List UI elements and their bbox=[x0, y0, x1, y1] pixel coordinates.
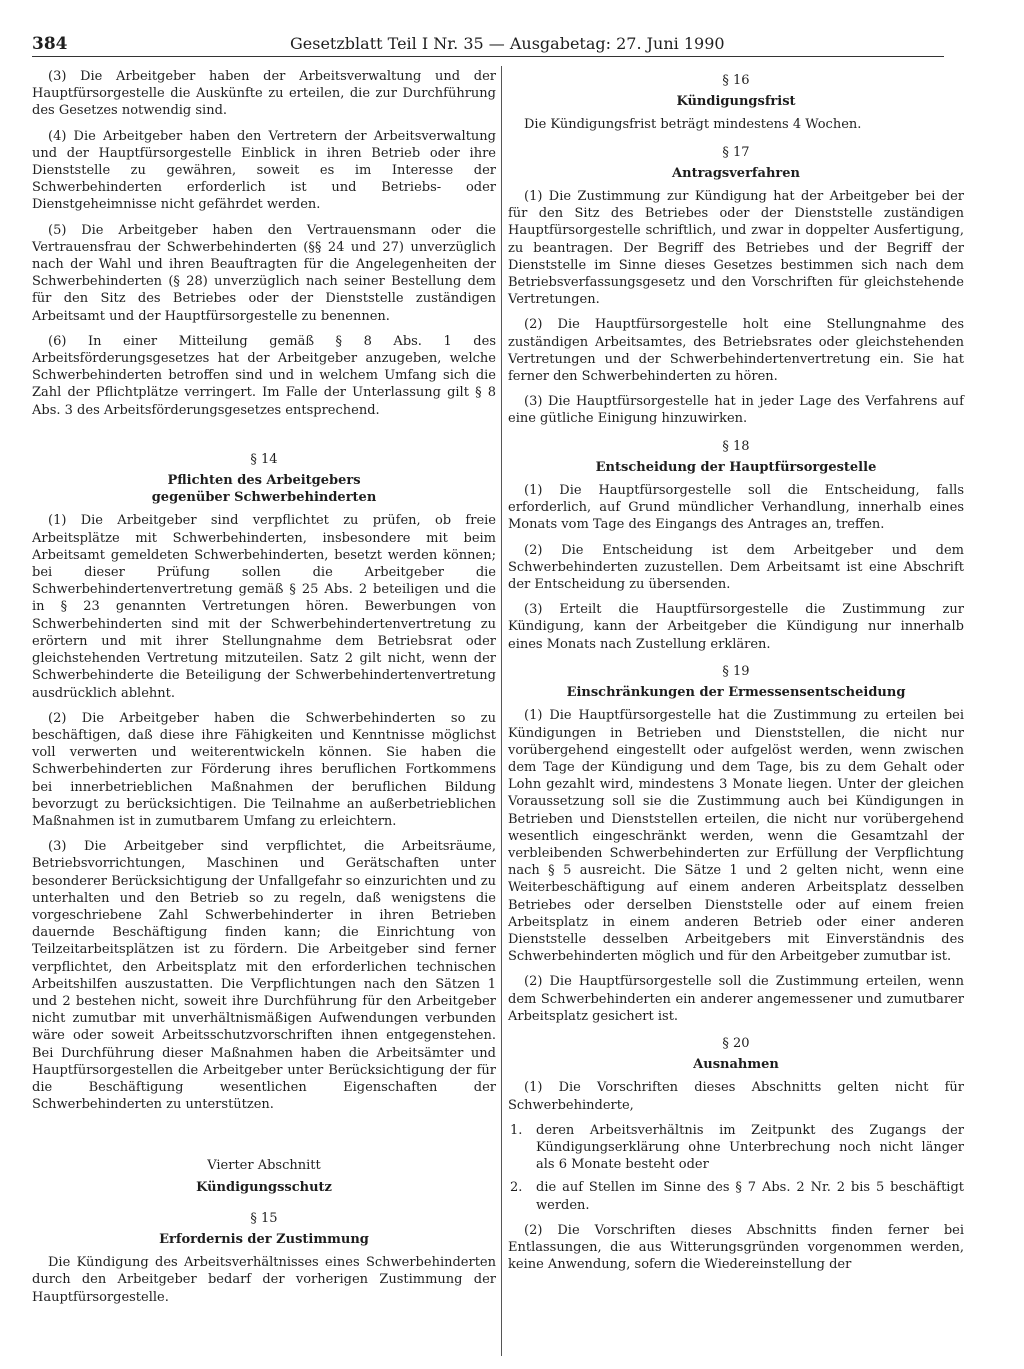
section-number: § 14 bbox=[250, 451, 278, 467]
paragraph: (1) Die Vorschriften dieses Abschnitts gelten nicht für Schwerbehinderte, bbox=[508, 1080, 964, 1113]
paragraph: (3) Die Arbeitgeber sind verpflichtet, die Arbeitsräume, Betriebsvorrichtungen, Maschinen und Gerätschaften unter besonderer Berücksichtigung der Unfallgefahr so einzurichten und zu unterhalten und den Betrieb so zu regeln, daß wenigstens die vorgeschriebene Zahl Schwerbehinderter in ihren Betrieben dauernde Beschäftigung finden kann; die Einrichtung von Teilzeitarbeitsplätzen ist zu fördern. Die Arbeitgeber sind ferner verpflichtet, den Arbeitsplatz mit den erforderlichen technischen Arbeitshilfen auszustatten. Die Verpflichtungen nach den Sätzen 1 und 2 bestehen nicht, soweit ihre Durchführung für den Arbeitgeber nicht zumutbar mit unverhältnismäßigen Aufwendungen verbunden wäre oder soweit Arbeitsschutzvorschriften ihnen entgegenstehen. Bei Durchführung dieser Maßnahmen haben die Arbeitsämter und Hauptfürsorgestellen die Arbeitgeber unter Berücksichtigung der für die Beschäftigung wesentlichen Eigenschaften der Schwerbehinderten zu unterstützen. bbox=[32, 839, 496, 1113]
section-title: Entscheidung der Hauptfürsorgestelle bbox=[595, 459, 877, 475]
paragraph: (3) Die Hauptfürsorgestelle hat in jeder Lage des Verfahrens auf eine gütliche Einigung hinzuwirken. bbox=[508, 394, 964, 427]
paragraph: (3) Erteilt die Hauptfürsorgestelle die Zustimmung zur Kündigung, kann der Arbeitgeber die Kündigung nur innerhalb eines Monats nach Zustellung erklären. bbox=[508, 602, 964, 652]
section-title: Erfordernis der Zustimmung bbox=[159, 1231, 369, 1247]
list-item bbox=[508, 1179, 964, 1213]
section-number: § 19 bbox=[722, 663, 750, 679]
paragraph: (1) Die Hauptfürsorgestelle hat die Zustimmung zu erteilen bei Kündigungen in Betrieben und Dienststellen, die nicht nur vorübergehend eingestellt oder aufgelöst werden, wenn zwischen dem Tage der Kündigung und dem Tage, bis zu dem Gehalt oder Lohn gezahlt wird, mindestens 3 Monate liegen. Unter der gleichen Voraussetzung soll sie die Zustimmung auch bei Kündigungen in Betrieben und Dienststellen erteilen, die nicht nur vorübergehend wesentlich eingeschränkt werden, wenn die Gesamtzahl der verbleibenden Schwerbehinderten zur Erfüllung der Verpflichtung nach § 5 ausreicht. Die Sätze 1 und 2 gelten nicht, wenn eine Weiterbeschäftigung auf einem anderen Arbeitsplatz desselben Betriebes oder derselben Dienststelle oder auf einem freien Arbeitsplatz in einem anderen Betrieb oder einer anderen Dienststelle desselben Arbeitgebers mit Einverständnis des Schwerbehinderten möglich und für den Arbeitgeber zumutbar ist. bbox=[508, 708, 964, 965]
section-title: Antragsverfahren bbox=[672, 165, 800, 181]
section-number: § 17 bbox=[722, 144, 750, 160]
list-item-text: die auf Stellen im Sinne des § 7 Abs. 2 Nr. 2 bis 5 beschäftigt werden. bbox=[536, 1180, 964, 1213]
section-number: § 16 bbox=[722, 73, 750, 88]
paragraph: Die Kündigungsfrist beträgt mindestens 4 Wochen. bbox=[524, 117, 862, 133]
section-title: Kündigungsfrist bbox=[676, 94, 796, 110]
running-title: Gesetzblatt Teil I Nr. 35 — Ausgabetag: 27. Juni 1990 bbox=[290, 34, 725, 53]
page-number: 384 bbox=[32, 34, 68, 54]
section-number: § 15 bbox=[250, 1210, 278, 1226]
section-title: Ausnahmen bbox=[693, 1057, 779, 1073]
paragraph: (6) In einer Mitteilung gemäß § 8 Abs. 1 des Arbeitsförderungsgesetzes hat der Arbeitgeber anzugeben, welche Schwerbehinderten betroffen sind und in welchem Umfang sich die Zahl der Pflichtplätze verringert. Im Falle der Unterlassung gilt § 8 Abs. 3 des Arbeitsförderungsgesetzes entsprechend. bbox=[32, 333, 496, 418]
list-item-number: 2. bbox=[510, 1180, 523, 1196]
list-item bbox=[508, 1122, 964, 1174]
section-number: § 20 bbox=[722, 1035, 750, 1051]
right-column bbox=[508, 72, 964, 1281]
section-title: Einschränkungen der Ermessensentscheidung bbox=[566, 685, 906, 701]
paragraph: (1) Die Arbeitgeber sind verpflichtet zu prüfen, ob freie Arbeitsplätze mit Schwerbehinderten, insbesondere mit beim Arbeitsamt gemeldeten Schwerbehinderten, besetzt werden können; bei dieser Prüfung sollen die Arbeitgeber die Schwerbehindertenvertretung gemäß § 25 Abs. 2 beteiligen und die in § 23 genannten Vertretungen hören. Bewerbungen von Schwerbehinderten sind mit der Schwerbehindertenvertretung zu erörtern und mit ihrer Stellungnahme dem Betriebsrat oder gleichstehenden Vertretung mitzuteilen. Satz 2 gilt nicht, wenn der Schwerbehinderte die Beteiligung der Schwerbehindertenvertretung ausdrücklich ablehnt. bbox=[32, 513, 496, 701]
paragraph: (2) Die Vorschriften dieses Abschnitts finden ferner bei Entlassungen, die aus Witterungsgründen vorgenommen werden, keine Anwendung, sofern die Wiedereinstellung der bbox=[508, 1222, 964, 1273]
paragraph: (5) Die Arbeitgeber haben den Vertrauensmann oder die Vertrauensfrau der Schwerbehinderten (§§ 24 und 27) unverzüglich nach der Wahl und ihren Beauftragten für die Angelegenheiten der Schwerbehinderten (§ 28) unverzüglich nach seiner Bestellung dem für den Sitz des Betriebes oder der Dienststelle zuständigen Arbeitsamt und der Hauptfürsorgestelle zu benennen. bbox=[32, 222, 496, 324]
list-item-text: deren Arbeitsverhältnis im Zeitpunkt des Zugangs der Kündigungserklärung ohne Unterbrechung noch nicht länger als 6 Monate besteht oder bbox=[536, 1122, 964, 1173]
page-header bbox=[32, 30, 944, 57]
section-title: Pflichten des Arbeitgebers gegenüber Schwerbehinderten bbox=[151, 473, 377, 506]
column-divider bbox=[501, 66, 502, 1356]
paragraph: (1) Die Zustimmung zur Kündigung hat der Arbeitgeber bei der für den Sitz des Betriebes oder der Dienststelle zuständigen Hauptfürsorgestelle schriftlich, und zwar in doppelter Ausfertigung, zu beantragen. Der Begriff des Betriebes und der Begriff der Dienststelle im Sinne dieses Gesetzes bestimmen sich nach dem Betriebsverfassungsgesetz und den Vorschriften für gleichstehende Vertretungen. bbox=[508, 189, 964, 308]
paragraph: Die Kündigung des Arbeitsverhältnisses eines Schwerbehinderten durch den Arbeitgeber bedarf der vorherigen Zustimmung der Hauptfürsorgestelle. bbox=[32, 1255, 496, 1305]
part-title: Kündigungsschutz bbox=[196, 1179, 332, 1195]
numbered-list bbox=[508, 1122, 964, 1214]
paragraph: (2) Die Hauptfürsorgestelle soll die Zustimmung erteilen, wenn dem Schwerbehinderten ein anderer angemessener und zumutbarer Arbeitsplatz gesichert ist. bbox=[508, 974, 964, 1024]
paragraph: (2) Die Entscheidung ist dem Arbeitgeber und dem Schwerbehinderten zuzustellen. Dem Arbeitsamt ist eine Abschrift der Entscheidung zu übersenden. bbox=[508, 542, 964, 593]
paragraph: (4) Die Arbeitgeber haben den Vertretern der Arbeitsverwaltung und der Hauptfürsorgestelle Einblick in ihren Betrieb oder ihre Dienststelle zu gewähren, soweit es im Interesse der Schwerbehinderten erforderlich ist und Betriebs- oder Dienstgeheimnisse nicht gefährdet werden. bbox=[32, 128, 496, 213]
section-number: § 18 bbox=[722, 438, 750, 454]
paragraph: (2) Die Hauptfürsorgestelle holt eine Stellungnahme des zuständigen Arbeitsamtes, des Betriebsrates oder gleichstehenden Vertretungen und der Schwerbehindertenvertretung ein. Sie hat ferner den Schwerbehinderten zu hören. bbox=[508, 317, 964, 385]
list-item-number: 1. bbox=[510, 1122, 523, 1138]
paragraph: (2) Die Arbeitgeber haben die Schwerbehinderten so zu beschäftigen, daß diese ihre Fähigkeiten und Kenntnisse möglichst voll verwerten und weiterentwickeln können. Sie haben die Schwerbehinderten zur Förderung ihres beruflichen Fortkommens bei innerbetrieblichen Maßnahmen der beruflichen Bildung bevorzugt zu berücksichtigen. Die Teilnahme an außerbetrieblichen Maßnahmen ist in zumutbarem Umfang zu erleichtern. bbox=[32, 710, 496, 829]
left-column bbox=[32, 68, 496, 1314]
part-label: Vierter Abschnitt bbox=[207, 1158, 321, 1174]
paragraph: (3) Die Arbeitgeber haben der Arbeitsverwaltung und der Hauptfürsorgestelle die Auskünfte zu erteilen, die zur Durchführung des Gesetzes notwendig sind. bbox=[32, 69, 496, 119]
paragraph: (1) Die Hauptfürsorgestelle soll die Entscheidung, falls erforderlich, auf Grund mündlicher Verhandlung, innerhalb eines Monats vom Tage des Eingangs des Antrages an, treffen. bbox=[508, 483, 964, 533]
